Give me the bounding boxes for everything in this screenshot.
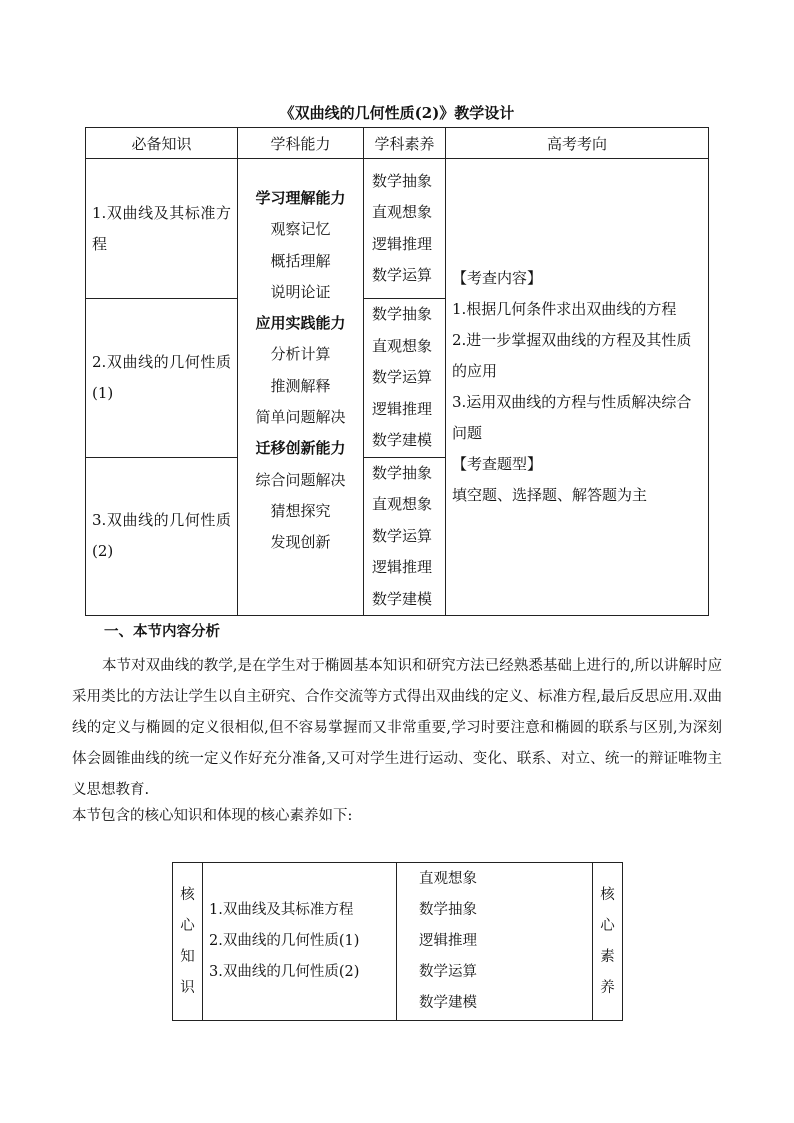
exam-cell [446,159,709,616]
label-char: 养 [600,979,615,996]
ability-category: 学习理解能力 [255,189,346,207]
literacy-item: 数学抽象 [372,171,433,190]
core-literacy-row [419,926,591,988]
literacy-item: 逻辑推理 [372,234,433,253]
core-literacy-row [419,988,591,1019]
core-knowledge-item: 3.双曲线的几何性质(2) [209,964,360,980]
table-header-row [86,128,709,159]
exam-type-text: 填空题、选择题、解答题为主 [452,486,648,504]
label-char: 知 [180,948,195,965]
core-literacy-item: 数学建模 [419,995,477,1011]
ability-category: 应用实践能力 [255,314,346,333]
ability-item: 概括理解 [270,251,331,270]
label-char: 心 [180,917,195,934]
knowledge-cell: 1.双曲线及其标准方程 [86,159,238,299]
ability-item: 观察记忆 [270,220,331,239]
literacy-cell [364,299,446,458]
exam-item: 1.根据几何条件求出双曲线的方程 [452,300,677,318]
core-knowledge-list [203,863,397,1021]
core-knowledge-item: 1.双曲线及其标准方程 [209,902,354,918]
literacy-item: 数学建模 [372,589,433,608]
label-char: 识 [180,979,195,996]
header-exam: 高考考向 [446,128,709,159]
ability-category: 迁移创新能力 [255,439,346,458]
knowledge-cell: 3.双曲线的几何性质(2) [86,457,238,616]
literacy-item: 数学抽象 [372,463,433,482]
literacy-item: 逻辑推理 [372,399,433,418]
ability-cell [238,159,364,616]
literacy-item: 数学运算 [372,526,433,545]
exam-item: 3.运用双曲线的方程与性质解决综合问题 [452,393,692,442]
ability-item: 说明论证 [270,282,331,301]
literacy-cell [364,457,446,616]
literacy-cell [364,159,446,299]
section-heading: 一、本节内容分析 [104,623,220,640]
knowledge-cell: 2.双曲线的几何性质(1) [86,299,238,458]
table-row [86,159,709,299]
literacy-item: 数学运算 [372,368,433,386]
header-knowledge: 必备知识 [86,128,238,159]
label-char: 素 [600,948,615,965]
ability-item: 简单问题解决 [255,408,346,427]
core-literacy-item: 数学运算 [419,964,477,980]
label-char: 核 [600,886,615,903]
ability-item: 猜想探究 [270,501,331,520]
exam-type-heading: 【考查题型】 [452,455,543,473]
literacy-item: 直观想象 [372,203,433,221]
ability-item: 发现创新 [270,533,331,552]
core-literacy-row [419,864,591,926]
exam-item: 2.进一步掌握双曲线的方程及其性质的应用 [452,331,692,380]
literacy-item: 数学建模 [372,431,433,449]
literacy-item: 数学抽象 [372,305,433,323]
section-paragraph: 本节对双曲线的教学,是在学生对于椭圆基本知识和研究方法已经熟悉基础上进行的,所以讲解时应采用类比的方法让学生以自主研究、合作交流等方式得出双曲线的定义、标准方程,最后反思应用.双曲线的定义与椭圆的定义很相似,但不容易掌握而又非常重要,学习时要注意和椭圆的联系与区别,为深刻体会圆锥曲线的统一定义作好充分准备,又可对学生进行运动、变化、联系、对立、统一的辩证唯物主义思想教育. [72,658,722,798]
exam-content-heading: 【考查内容】 [452,269,543,287]
core-literacy-item: 数学抽象 [419,902,477,918]
ability-item: 分析计算 [270,345,331,364]
header-literacy: 学科素养 [364,128,446,159]
core-literacy-list [397,863,593,1021]
literacy-item: 直观想象 [372,495,433,513]
core-literacy-item: 逻辑推理 [419,933,477,949]
label-char: 核 [180,886,195,903]
literacy-item: 数学运算 [372,266,433,284]
core-literacy-item: 直观想象 [419,871,477,887]
ability-item: 推测解释 [270,376,331,395]
literacy-item: 逻辑推理 [372,558,433,576]
core-knowledge-label [173,863,203,1021]
core-table [172,862,623,1021]
header-ability: 学科能力 [238,128,364,159]
curriculum-table [85,127,709,616]
section-intro: 本节包含的核心知识和体现的核心素养如下: [72,808,353,824]
label-char: 心 [600,917,615,934]
literacy-item: 直观想象 [372,336,433,355]
core-literacy-label [593,863,623,1021]
ability-item: 综合问题解决 [255,470,346,489]
core-knowledge-item: 2.双曲线的几何性质(1) [209,933,360,949]
document-title: 《双曲线的几何性质(2)》教学设计 [279,104,515,122]
